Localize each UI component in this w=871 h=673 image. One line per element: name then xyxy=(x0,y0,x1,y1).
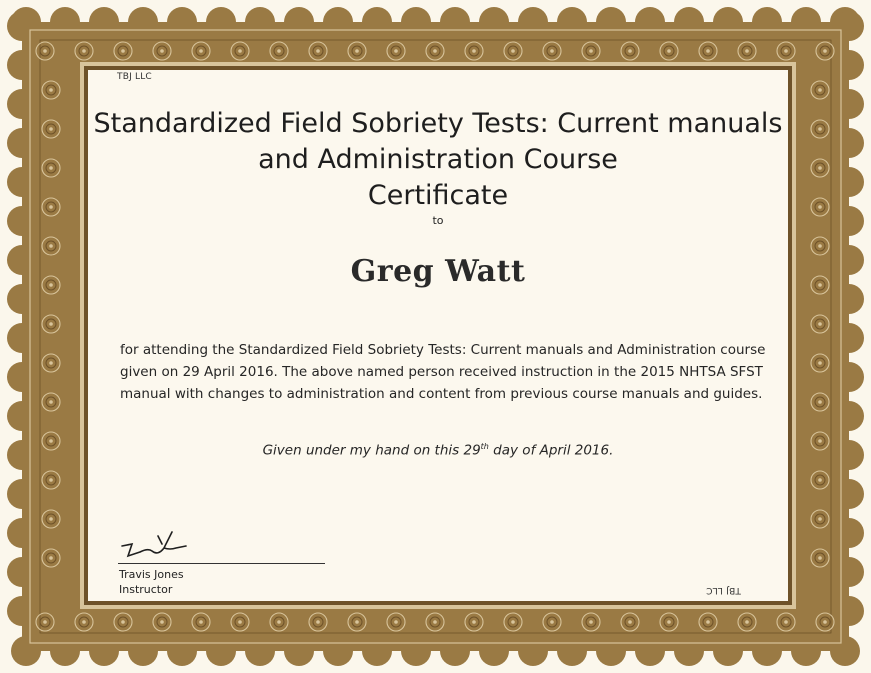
issuer-mark-top: TBJ LLC xyxy=(117,72,152,82)
signer-name: Travis Jones xyxy=(119,568,184,581)
recipient-name: Greg Watt xyxy=(350,254,526,289)
title-line-1: Standardized Field Sobriety Tests: Current manuals xyxy=(93,108,783,139)
title-line-3: Certificate xyxy=(367,180,509,211)
title-line-2: and Administration Course xyxy=(258,144,618,175)
given-suffix: day of April 2016. xyxy=(488,442,614,459)
given-statement xyxy=(88,442,788,459)
certificate-body: for attending the Standardized Field Sobriety Tests: Current manuals and Administration course given on 29 April 2016. The above named person received instruction in the 2015 NHTSA SFST manual with changes to administration and content from previous course manuals and guides. xyxy=(120,342,766,402)
signer-block xyxy=(119,567,184,597)
signature-line xyxy=(118,563,325,564)
signer-title: Instructor xyxy=(119,583,173,596)
signature xyxy=(118,526,208,566)
to-label: to xyxy=(432,214,444,227)
given-prefix: Given under my hand on this 29 xyxy=(262,442,481,459)
given-superscript: th xyxy=(480,442,489,451)
issuer-mark-bottom: TBJ LLC xyxy=(706,585,741,595)
certificate-title xyxy=(88,106,788,214)
